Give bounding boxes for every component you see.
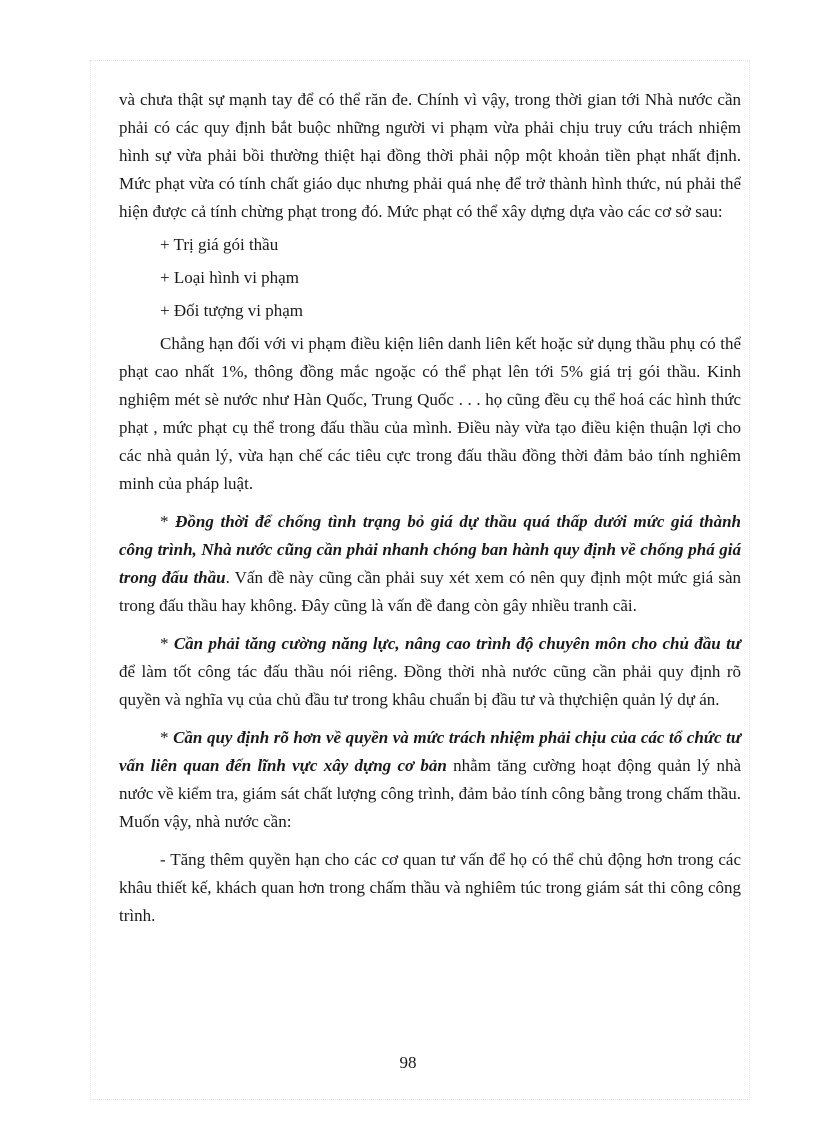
bullet-marker: * bbox=[160, 512, 176, 531]
paragraph-text: để làm tốt công tác đấu thầu nói riêng. Đồng thời nhà nước cũng cần phải quy định rõ quyền và nghĩa vụ của chủ đầu tư trong khâu chuẩn bị đầu tư và thựchiện quản lý dự án. bbox=[119, 662, 741, 709]
page-number: 98 bbox=[399, 1053, 417, 1072]
paragraph-5 bbox=[119, 724, 741, 836]
list-item-3: + Đối tượng vi phạm bbox=[160, 301, 304, 320]
bullet-marker: * bbox=[160, 634, 174, 653]
paragraph-4 bbox=[119, 630, 741, 714]
paragraph-text: . Vấn đề này cũng cần phải suy xét xem có nên quy định một mức giá sàn trong đấu thầu hay không. Đây cũng là vấn đề đang còn gây nhiều tranh cãi. bbox=[119, 568, 741, 615]
emphasis-text: Cần phải tăng cường năng lực, nâng cao trình độ chuyên môn cho chủ đầu tư bbox=[173, 634, 741, 653]
document-body bbox=[119, 86, 741, 930]
emphasis-text: Cần quy định rõ hơn về quyền và mức trách nhiệm phải chịu của các tổ chức tư vấn liên quan đến lĩnh vực xây dựng cơ bản bbox=[119, 728, 741, 775]
list-item-2: + Loại hình vi phạm bbox=[160, 268, 299, 287]
bullet-marker: * bbox=[160, 728, 174, 747]
list-item-1: + Trị giá gói thầu bbox=[160, 235, 279, 254]
paragraph-1: và chưa thật sự mạnh tay để có thể răn đe. Chính vì vậy, trong thời gian tới Nhà nước cần phải có các quy định bắt buộc những người vi phạm vừa phải chịu truy cứu trách nhiệm hình sự vừa phải bồi thường thiệt hại đồng thời phải nộp một khoản tiền phạt nhất định. Mức phạt vừa có tính chất giáo dục nhưng phải quá nhẹ để trở thành hình thức, nú phải thể hiện được cả tính chừng phạt trong đó. Mức phạt có thể xây dựng dựa vào các cơ sở sau: bbox=[119, 90, 741, 221]
paragraph-2: Chẳng hạn đối với vi phạm điều kiện liên danh liên kết hoặc sử dụng thầu phụ có thể phạt cao nhất 1%, thông đồng mắc ngoặc có thể phạt lên tới 5% giá trị gói thầu. Kinh nghiệm mét sè nước như Hàn Quốc, Trung Quốc . . . họ cũng đều cụ thể hoá các hình thức phạt , mức phạt cụ thể trong đấu thầu của mình. Điều này vừa tạo điều kiện thuận lợi cho các nhà quản lý, vừa hạn chế các tiêu cực trong đấu thầu đồng thời đảm bảo tính nghiêm minh của pháp luật. bbox=[119, 334, 741, 493]
emphasis-text: Đồng thời để chống tình trạng bỏ giá dự thầu quá thấp dưới mức giá thành công trình, Nhà nước cũng cần phải nhanh chóng ban hành quy định về chống phá giá trong đấu thầu bbox=[119, 512, 742, 587]
paragraph-6: - Tăng thêm quyền hạn cho các cơ quan tư vấn để họ có thể chủ động hơn trong các khâu thiết kế, khách quan hơn trong chấm thầu và nghiêm túc trong giám sát thi công công trình. bbox=[119, 850, 741, 925]
paragraph-text: nhằm tăng cường hoạt động quản lý nhà nước về kiểm tra, giám sát chất lượng công trình, đảm bảo tính công bằng trong chấm thầu. Muốn vậy, nhà nước cần: bbox=[119, 756, 742, 831]
paragraph-3 bbox=[119, 508, 741, 620]
